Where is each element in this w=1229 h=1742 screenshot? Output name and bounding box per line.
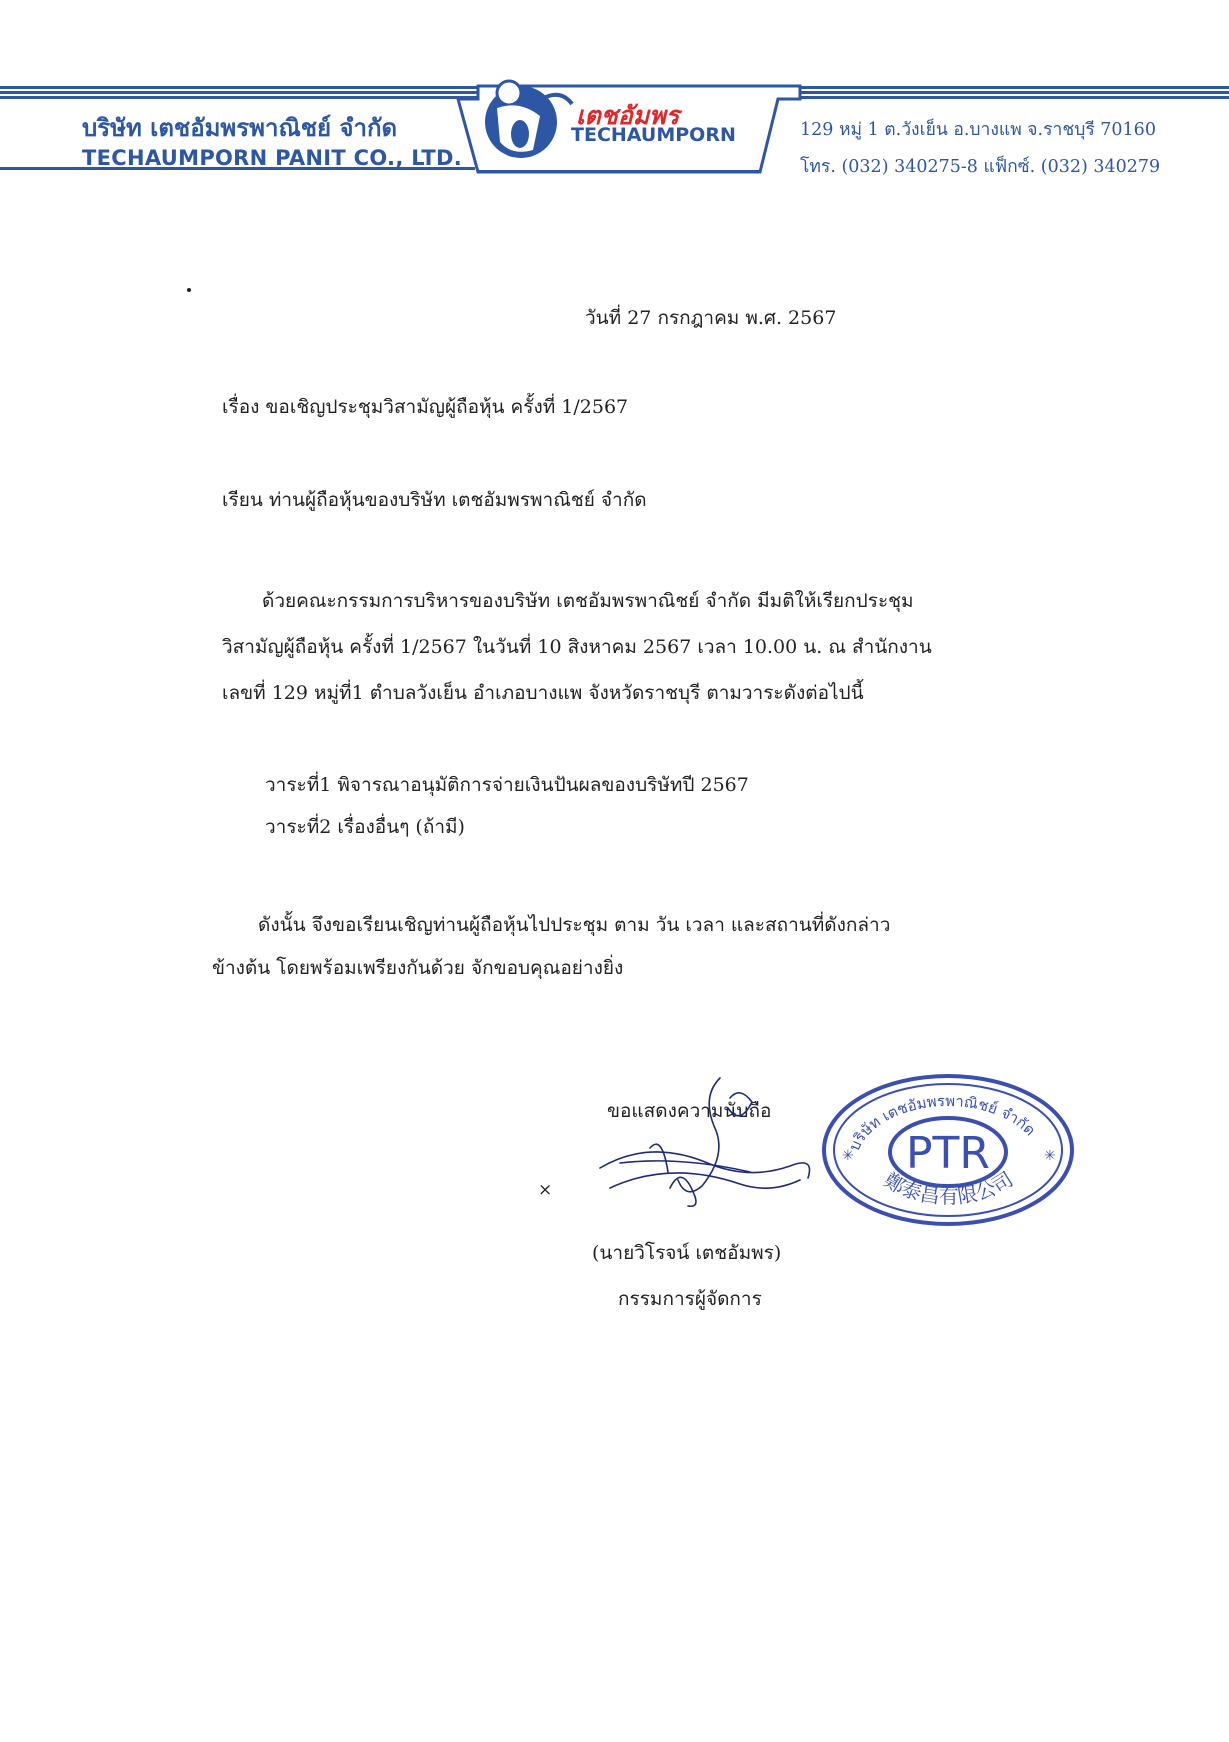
brand-name-english: TECHAUMPORN	[571, 124, 736, 146]
company-phone-fax: โทร. (032) 340275-8 แฟ็กซ์. (032) 340279	[800, 157, 1161, 177]
company-address: 129 หมู่ 1 ต.วังเย็น อ.บางแพ จ.ราชบุรี 70160	[800, 120, 1156, 140]
company-stamp	[818, 1070, 1078, 1230]
body-line: วิสามัญผู้ถือหุ้น ครั้งที่ 1/2567 ในวันที่ 10 สิงหาคม 2567 เวลา 10.00 น. ณ สำนักงาน	[222, 636, 932, 658]
stamp-star-icon: ✳	[842, 1148, 854, 1164]
stamp-top-text: บริษัท เตชอัมพรพาณิชย์ จำกัด	[845, 1091, 1040, 1154]
closing-salutation: ขอแสดงความนับถือ	[607, 1100, 772, 1122]
body-line: ด้วยคณะกรรมการบริหารของบริษัท เตชอัมพรพาณิชย์ จำกัด มีมติให้เรียกประชุม	[262, 590, 914, 612]
signature-x-mark: ×	[538, 1180, 553, 1200]
body-line: เลขที่ 129 หมู่ที่1 ตำบลวังเย็น อำเภอบางแพ จังหวัดราชบุรี ตามวาระดังต่อไปนี้	[222, 682, 864, 704]
stray-dot	[187, 288, 191, 292]
letter-date: วันที่ 27 กรกฎาคม พ.ศ. 2567	[585, 307, 837, 329]
stamp-star-icon: ✳	[1044, 1148, 1056, 1164]
conclusion-line: ดังนั้น จึงขอเรียนเชิญท่านผู้ถือหุ้นไปประชุม ตาม วัน เวลา และสถานที่ดังกล่าว	[258, 914, 891, 936]
rider-logo-icon	[485, 81, 572, 158]
letter-recipient: เรียน ท่านผู้ถือหุ้นของบริษัท เตชอัมพรพาณิชย์ จำกัด	[222, 489, 647, 511]
stamp-bottom-text: 鄭泰昌有限公司	[879, 1166, 1018, 1209]
brand-name-thai: เตชอัมพร	[576, 101, 680, 130]
agenda-item: วาระที่2 เรื่องอื่นๆ (ถ้ามี)	[265, 816, 465, 838]
signer-name: (นายวิโรจน์ เตชอัมพร)	[592, 1242, 782, 1264]
letterhead-underline-center	[478, 170, 761, 173]
letter-subject: เรื่อง ขอเชิญประชุมวิสามัญผู้ถือหุ้น ครั้งที่ 1/2567	[222, 396, 629, 418]
company-name-thai: บริษัท เตชอัมพรพาณิชย์ จำกัด	[82, 114, 398, 142]
company-name-english: TECHAUMPORN PANIT CO., LTD.	[82, 146, 463, 170]
stamp-center-text: PTR	[906, 1128, 990, 1179]
agenda-item: วาระที่1 พิจารณาอนุมัติการจ่ายเงินปันผลของบริษัทปี 2567	[265, 774, 749, 796]
conclusion-line: ข้างต้น โดยพร้อมเพรียงกันด้วย จักขอบคุณอย่างยิ่ง	[212, 957, 624, 979]
signer-title: กรรมการผู้จัดการ	[618, 1288, 762, 1310]
handwritten-signature	[590, 1068, 820, 1218]
